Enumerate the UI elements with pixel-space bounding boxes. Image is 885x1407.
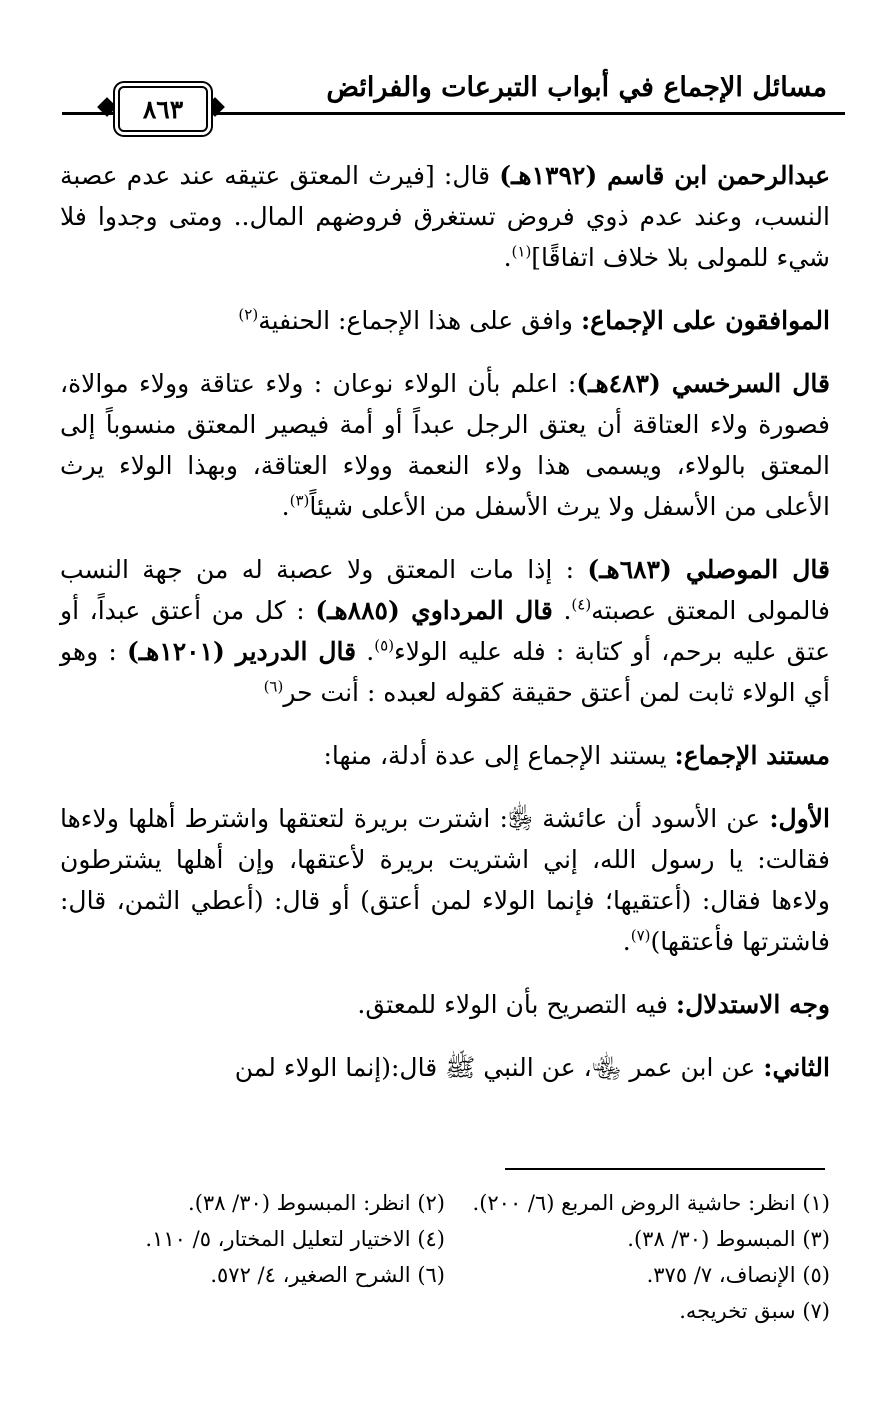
- footnote-marker: (٦): [263, 677, 284, 696]
- page-number: ٨٦٣: [118, 86, 208, 132]
- section-label: الثاني:: [763, 1053, 830, 1082]
- footnote-item: (٦) الشرح الصغير، ٤/ ٥٧٢.: [210, 1263, 445, 1287]
- section-label: وجه الاستدلال:: [675, 990, 830, 1019]
- paragraph-mawsili: قال الموصلي (٦٨٣هـ) : إذا مات المعتق ولا عصبة له من جهة النسب فالمولى المعتق عصبته$^{(٤)}$. قال المرداوي (٨٨٥هـ) : كل من أعتق عبداً، أو عتق عليه برحم، أو كتابة : فله عليه الولاء$^{(٥)}$. قال الدردير (١٢٠١هـ) : وهو أي الولاء ثابت لمن أعتق حقيقة كقوله لعبده : أنت حر$^{(٦)}$: [60, 555, 830, 707]
- paragraph-text: : اعلم بأن الولاء نوعان : ولاء عتاقة وولاء موالاة، فصورة ولاء العتاقة أن يعتق الرجل عبداً أو أمة فيصير المعتق منسوباً إلى المعتق بالولاء، ويسمى هذا ولاء النعمة وولاء العتاقة، وبهذا الولاء يرث الأعلى من الأسفل ولا يرث الأسفل من الأعلى شيئاً: [60, 369, 830, 521]
- paragraph-first-evidence: الأول: عن الأسود أن عائشة ﵂: اشترت بريرة لتعتقها واشترط أهلها ولاءها فقالت: يا رسول الله، إني اشتريت بريرة لأعتقها، وإن أهلها يشترطون ولاءها فقال: (أعتقيها؛ فإنما الولاء لمن أعتق) أو قال: (أعطي الثمن، قال: فاشترتها فأعتقها)$^{(٧)}$.: [60, 804, 830, 956]
- body-text: [60, 155, 830, 1088]
- running-header-title: مسائل الإجماع في أبواب التبرعات والفرائض: [326, 72, 827, 103]
- footnote-item: (٤) الاختيار لتعليل المختار، ٥/ ١١٠.: [145, 1227, 445, 1251]
- section-label: مستند الإجماع:: [674, 741, 830, 770]
- speaker-label: قال الدردير (١٢٠١هـ): [126, 637, 357, 666]
- footnote-item: (٣) المبسوط (٣٠/ ٣٨).: [627, 1227, 830, 1251]
- footnote-row: [60, 1293, 830, 1329]
- speaker-label: قال السرخسي (٤٨٣هـ): [576, 369, 830, 398]
- paragraph-text: : إذا مات المعتق ولا عصبة له من جهة النسب فالمولى المعتق عصبته: [60, 555, 830, 625]
- footnote-marker: (٥): [374, 636, 395, 655]
- speaker-label: عبدالرحمن ابن قاسم (١٣٩٢هـ): [499, 161, 830, 190]
- footnote-marker: (١): [511, 242, 532, 261]
- footnote-item: (٧) سبق تخريجه.: [679, 1299, 830, 1323]
- footnote-marker: (٤): [571, 595, 592, 614]
- footnote-row: [60, 1221, 830, 1257]
- paragraph-inference: [60, 984, 830, 1025]
- footnote-item: (١) انظر: حاشية الروض المربع (٦/ ٢٠٠).: [472, 1191, 830, 1215]
- paragraph-text: وافق على هذا الإجماع: الحنفية: [258, 306, 581, 335]
- footnote-marker: (٧): [630, 926, 651, 945]
- paragraph-agreeing: [60, 300, 830, 341]
- paragraph-text: : كل من أعتق عبداً، أو عتق عليه برحم، أو كتابة : فله عليه الولاء: [60, 596, 830, 666]
- footnote-row: [60, 1185, 830, 1221]
- paragraph-sarakhsi: قال السرخسي (٤٨٣هـ): اعلم بأن الولاء نوعان : ولاء عتاقة وولاء موالاة، فصورة ولاء العتاقة أن يعتق الرجل عبداً أو أمة فيصير المعتق منسوباً إلى المعتق بالولاء، ويسمى هذا ولاء النعمة وولاء العتاقة، وبهذا الولاء يرث الأعلى من الأسفل ولا يرث الأسفل من الأعلى شيئاً$^{(٣)}$.: [60, 369, 830, 521]
- paragraph-text: : وهو أي الولاء ثابت لمن أعتق حقيقة كقوله لعبده : أنت حر: [60, 637, 830, 707]
- paragraph-basis: [60, 735, 830, 776]
- footnote-row: [60, 1257, 830, 1293]
- paragraph-text: عن ابن عمر ﵄، عن النبي ﷺ قال:(إنما الولاء لمن: [234, 1053, 764, 1082]
- paragraph-text: عن الأسود أن عائشة ﵂: اشترت بريرة لتعتقها واشترط أهلها ولاءها فقالت: يا رسول الله، إني اشتريت بريرة لأعتقها، وإن أهلها يشترطون ولاءها فقال: (أعتقيها؛ فإنما الولاء لمن أعتق) أو قال: (أعطي الثمن، قال: فاشترتها فأعتقها): [60, 804, 830, 956]
- speaker-label: قال الموصلي (٦٨٣هـ): [587, 555, 830, 584]
- speaker-label: قال المرداوي (٨٨٥هـ): [315, 596, 553, 625]
- paragraph-ibn-qasim: عبدالرحمن ابن قاسم (١٣٩٢هـ) قال: [فيرث المعتق عتيقه عند عدم عصبة النسب، وعند عدم ذوي فروض تستغرق فروضهم المال.. ومتى وجدوا فلا شيء للمولى بلا خلاف اتفاقًا]$^{(١)}$.: [60, 161, 830, 272]
- section-label: الأول:: [769, 804, 830, 833]
- footnotes: [60, 1185, 830, 1329]
- footnote-marker: (٣): [289, 491, 310, 510]
- paragraph-text: قال: [فيرث المعتق عتيقه عند عدم عصبة النسب، وعند عدم ذوي فروض تستغرق فروضهم المال.. ومتى وجدوا فلا شيء للمولى بلا خلاف اتفاقًا]: [60, 161, 830, 272]
- footnote-item: (٢) انظر: المبسوط (٣٠/ ٣٨).: [188, 1191, 445, 1215]
- footnote-item: (٥) الإنصاف، ٧/ ٣٧٥.: [646, 1263, 830, 1287]
- footnote-marker: (٢): [238, 305, 259, 324]
- paragraph-text: يستند الإجماع إلى عدة أدلة، منها:: [323, 741, 675, 770]
- paragraph-second-evidence: [60, 1047, 830, 1088]
- section-label: الموافقون على الإجماع:: [580, 306, 830, 335]
- footnote-rule: [505, 1168, 825, 1170]
- paragraph-text: فيه التصريح بأن الولاء للمعتق.: [357, 990, 676, 1019]
